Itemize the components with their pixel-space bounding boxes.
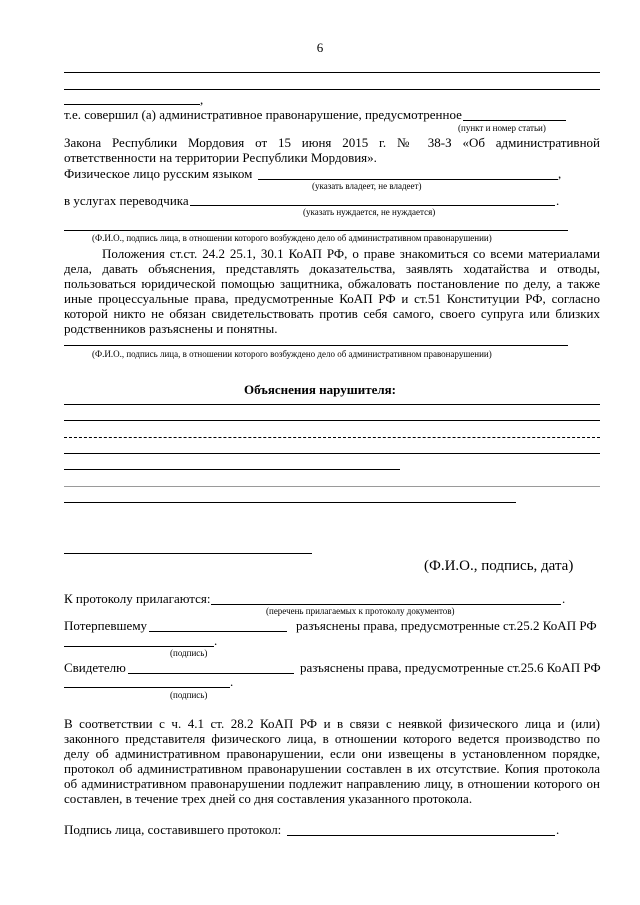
witness-signature-hint: (подпись) <box>170 690 208 700</box>
translator-hint: (указать нуждается, не нуждается) <box>303 207 436 217</box>
blank-line[interactable] <box>64 72 600 73</box>
explanation-line[interactable] <box>64 453 600 454</box>
explanation-line[interactable] <box>64 486 600 487</box>
attachments-hint: (перечень прилагаемых к протоколу документов) <box>266 606 455 616</box>
fio-hint-2: (Ф.И.О., подпись лица, в отношении которого возбуждено дело об административном правонарушении) <box>92 349 492 359</box>
victim-signature-hint: (подпись) <box>170 648 208 658</box>
translator-field[interactable] <box>190 205 555 206</box>
explanations-title: Объяснения нарушителя: <box>243 382 397 397</box>
violator-signature-line[interactable] <box>64 553 312 554</box>
compiler-signature-field[interactable] <box>287 835 555 836</box>
victim-signature-field[interactable] <box>64 646 214 647</box>
language-label: Физическое лицо русским языком <box>64 166 253 181</box>
explanation-line[interactable] <box>64 404 600 405</box>
blank-line[interactable] <box>64 89 600 90</box>
witness-name-field[interactable] <box>128 673 294 674</box>
notice-text: В соответствии с ч. 4.1 ст. 28.2 КоАП РФ и в связи с неявкой физического лица и (или) законного представителя физического лица, в отношении которого ведется производство по делу об административном правонарушении, если они извещены в установленном порядке, протокол об административном правонарушении составлен в их отсутствие. Копия протокола об административном правонарушении подлежит направлению лицу, в отношении которого он составлен, в течение трех дней со дня составления указанного протокола. <box>64 716 600 806</box>
offense-label: т.е. совершил (а) административное правонарушение, предусмотренное <box>64 107 462 122</box>
compiler-signature-label: Подпись лица, составившего протокол: <box>64 822 282 837</box>
page-number: 6 <box>316 40 324 55</box>
language-hint: (указать владеет, не владеет) <box>312 181 422 191</box>
victim-name-field[interactable] <box>149 631 287 632</box>
victim-label: Потерпевшему <box>64 618 148 633</box>
blank-line[interactable] <box>64 104 200 105</box>
fio-signature-line[interactable] <box>64 230 568 231</box>
fio-date-label: (Ф.И.О., подпись, дата) <box>424 558 574 574</box>
translator-label: в услугах переводчика <box>64 193 189 208</box>
attachments-field[interactable] <box>211 604 561 605</box>
law-text: Закона Республики Мордовия от 15 июня 2015 г. № 38-З «Об административной ответственности на территории Республики Мордовия». <box>64 135 600 165</box>
witness-label: Свидетелю <box>64 660 126 675</box>
explanation-line[interactable] <box>64 437 600 438</box>
offense-hint: (пункт и номер статьи) <box>458 123 546 133</box>
explanation-line[interactable] <box>64 420 600 421</box>
offense-article-field[interactable] <box>463 120 566 121</box>
explanation-line[interactable] <box>64 502 516 503</box>
explanation-line[interactable] <box>64 469 400 470</box>
victim-rights-text: разъяснены права, предусмотренные ст.25.2 КоАП РФ <box>296 618 597 633</box>
language-field[interactable] <box>258 179 558 180</box>
fio-hint-1: (Ф.И.О., подпись лица, в отношении которого возбуждено дело об административном правонарушении) <box>92 233 492 243</box>
witness-signature-field[interactable] <box>64 687 230 688</box>
witness-rights-text: разъяснены права, предусмотренные ст.25.6 КоАП РФ <box>300 660 601 675</box>
rights-text: Положения ст.ст. 24.2 25.1, 30.1 КоАП РФ, о праве знакомиться со всеми материалами дела, давать объяснения, представлять доказательства, заявлять ходатайства и отводы, пользоваться юридической помощью защитника, обжаловать постановление по делу, а также иные процессуальные права, предусмотренные КоАП РФ и ст.51 Конституции РФ, согласно которой никто не обязан свидетельствовать против себя самого, своего супруга или близких родственников разъяснены и понятны. <box>64 246 600 336</box>
fio-signature-line[interactable] <box>64 345 568 346</box>
attachments-label: К протоколу прилагаются: <box>64 591 211 606</box>
